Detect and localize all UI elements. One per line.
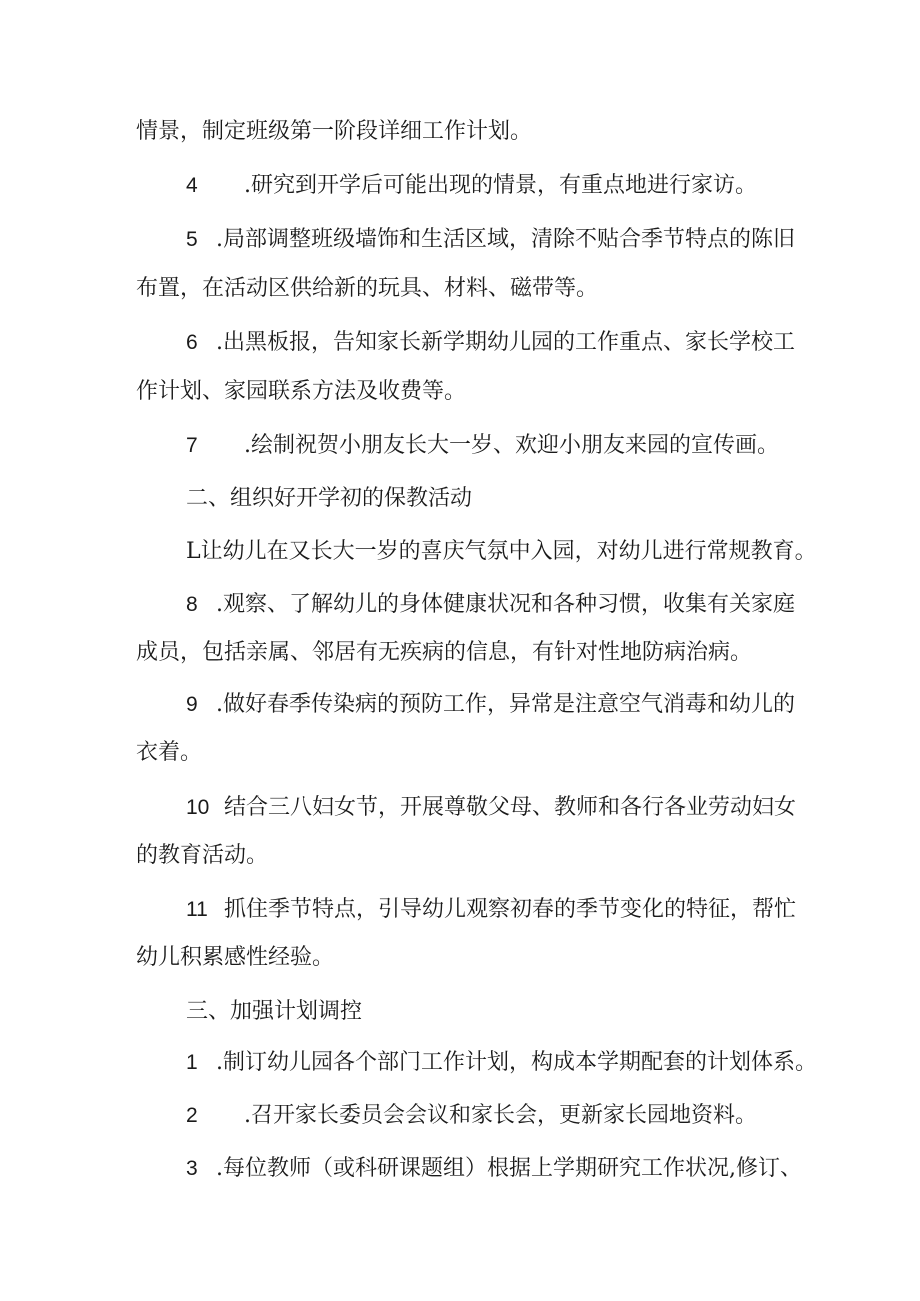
paragraph-line: 情景，制定班级第一阶段详细工作计划。 [136, 119, 533, 144]
item-number: 11 [186, 898, 208, 921]
list-item-5 [186, 225, 795, 255]
section-heading-2: 二、组织好开学初的保教活动 [186, 486, 473, 511]
item-text: .做好春季传染病的预防工作，异常是注意空气消毒和幼儿的 [216, 692, 795, 717]
list-item-1b [186, 1048, 817, 1078]
item-number: 2 [186, 1104, 198, 1127]
item-text: .观察、了解幼儿的身体健康状况和各种习惯，收集有关家庭 [216, 592, 795, 617]
item-text: .召开家长委员会会议和家长会，更新家长园地资料。 [244, 1103, 757, 1128]
list-item-1: L让幼儿在又长大一岁的喜庆气氛中入园，对幼儿进行常规教育。 [186, 539, 817, 564]
list-item-4 [186, 171, 757, 201]
paragraph-line: 的教育活动。 [136, 843, 269, 868]
item-text: .制订幼儿园各个部门工作计划，构成本学期配套的计划体系。 [216, 1050, 817, 1075]
item-number: 8 [186, 593, 198, 616]
item-number: 3 [186, 1157, 198, 1180]
paragraph-line: 作计划、家园联系方法及收费等。 [136, 379, 467, 404]
paragraph-line: 成员，包括亲属、邻居有无疾病的信息，有针对性地防病治病。 [136, 640, 753, 665]
paragraph-line: 幼儿积累感性经验。 [136, 945, 335, 970]
item-number: 10 [186, 796, 210, 819]
item-text: 抓住季节特点，引导幼儿观察初春的季节变化的特征，帮忙 [224, 897, 797, 922]
section-heading-3: 三、加强计划调控 [186, 999, 363, 1024]
item-number: 7 [186, 434, 198, 457]
item-text: .绘制祝贺小朋友长大一岁、欢迎小朋友来园的宣传画。 [244, 433, 779, 458]
list-item-6 [186, 328, 795, 358]
item-number: 5 [186, 228, 198, 251]
item-text: 结合三八妇女节，开展尊敬父母、教师和各行各业劳动妇女 [224, 795, 797, 820]
item-text: .研究到开学后可能出现的情景，有重点地进行家访。 [244, 173, 757, 198]
list-item-9 [186, 690, 795, 720]
paragraph-line: 衣着。 [136, 740, 203, 765]
item-number: 9 [186, 693, 198, 716]
list-item-11 [186, 895, 796, 925]
list-item-10 [186, 793, 796, 823]
list-item-2 [186, 1101, 757, 1131]
list-item-7 [186, 431, 779, 461]
item-number: 6 [186, 331, 198, 354]
item-text: .出黑板报，告知家长新学期幼儿园的工作重点、家长学校工 [216, 330, 795, 355]
list-item-8 [186, 590, 795, 620]
list-item-3 [186, 1154, 802, 1184]
item-number: 1 [186, 1051, 198, 1074]
item-text: .局部调整班级墙饰和生活区域，清除不贴合季节特点的陈旧 [216, 227, 795, 252]
item-number: 4 [186, 174, 198, 197]
item-text: .每位教师（或科研课题组）根据上学期研究工作状况,修订、 [216, 1156, 802, 1181]
paragraph-line: 布置，在活动区供给新的玩具、材料、磁带等。 [136, 276, 599, 301]
